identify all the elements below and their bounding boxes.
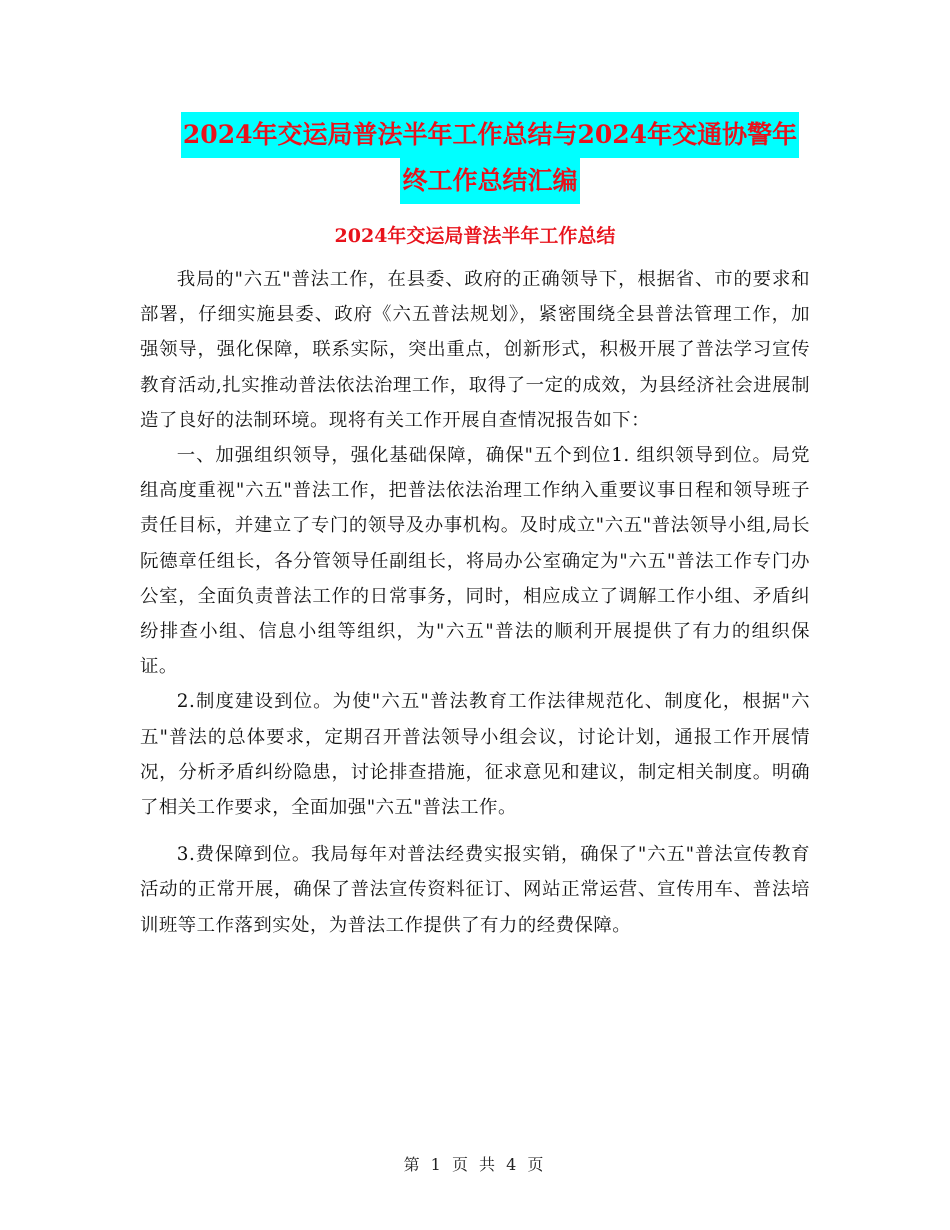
page-number: 第 1 页 共 4 页: [403, 1155, 547, 1174]
paragraph-organization: 一、加强组织领导，强化基础保障，确保"五个到位1. 组织领导到位。局党组高度重视"六五"普法工作，把普法依法治理工作纳入重要议事日程和领导班子责任目标，并建立了专门的领导及办事机构。及时成立"六五"普法领导小组,局长阮德章任组长，各分管领导任副组长，将局办公室确定为"六五"普法工作专门办公室，全面负责普法工作的日常事务，同时，相应成立了调解工作小组、矛盾纠纷排查小组、信息小组等组织，为"六五"普法的顺利开展提供了有力的组织保证。: [140, 445, 810, 678]
document-title: [140, 112, 840, 204]
paragraph-funding: 3.费保障到位。我局每年对普法经费实报实销，确保了"六五"普法宣传教育活动的正常开展，确保了普法宣传资料征订、网站正常运营、宣传用车、普法培训班等工作落到实处，为普法工作提供了有力的经费保障。: [140, 844, 810, 936]
section-title: 2024年交运局普法半年工作总结: [334, 225, 616, 247]
paragraph-system-building: 2.制度建设到位。为使"六五"普法教育工作法律规范化、制度化，根据"六五"普法的总体要求，定期召开普法领导小组会议，讨论计划，通报工作开展情况，分析矛盾纠纷隐患，讨论排查措施，征求意见和建议，制定相关制度。明确了相关工作要求，全面加强"六五"普法工作。: [140, 691, 810, 819]
document-title-line-1: 2024年交运局普法半年工作总结与2024年交通协警年: [181, 112, 799, 158]
document-title-line-2: 终工作总结汇编: [400, 158, 579, 204]
document-body: [140, 262, 810, 943]
paragraph-intro: 我局的"六五"普法工作，在县委、政府的正确领导下，根据省、市的要求和部署，仔细实施县委、政府《六五普法规划》，紧密围绕全县普法管理工作，加强领导，强化保障，联系实际，突出重点，创新形式，积极开展了普法学习宣传教育活动,扎实推动普法依法治理工作，取得了一定的成效，为县经济社会进展制造了良好的法制环境。现将有关工作开展自查情况报告如下：: [140, 269, 810, 431]
